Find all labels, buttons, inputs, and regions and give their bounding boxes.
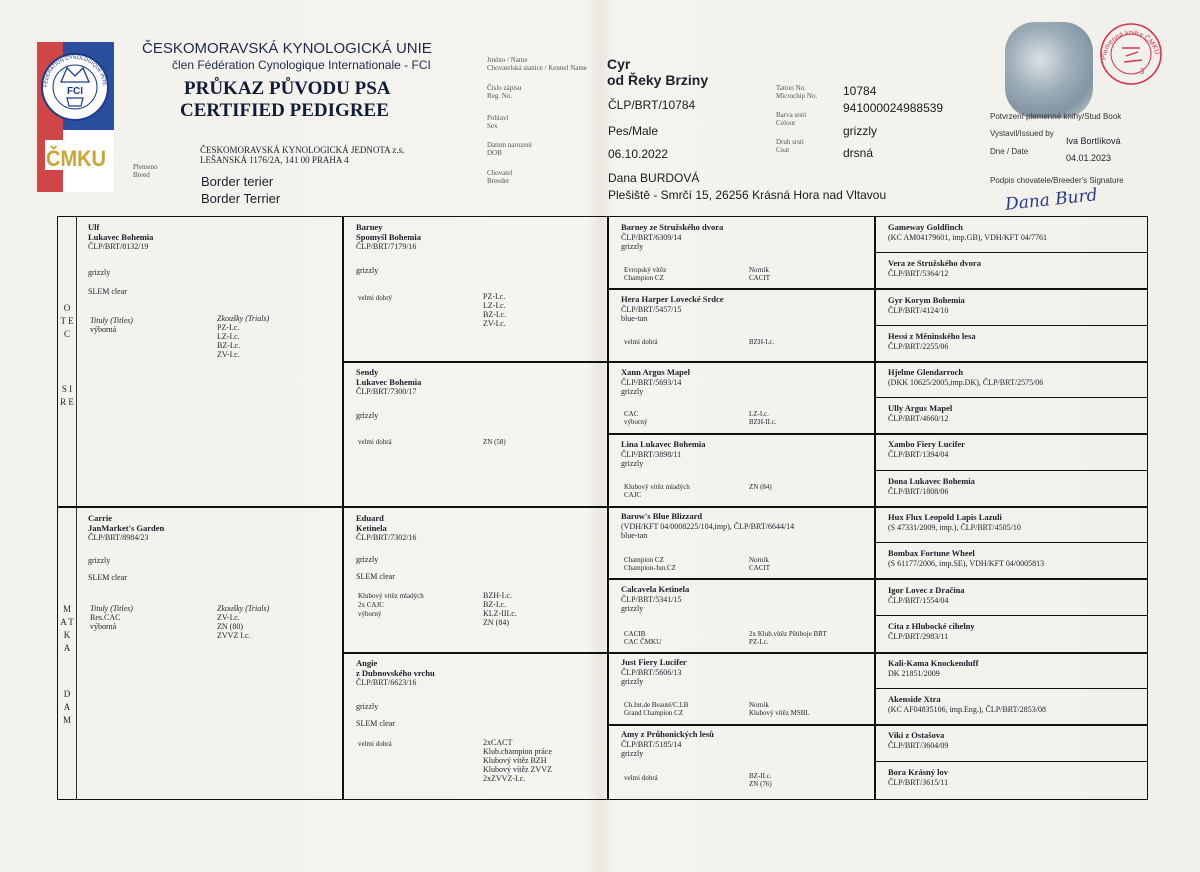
gen3-trials: Norník CACIT [749,556,770,572]
gen4-cell [882,546,1146,578]
gen3-name: Barney ze Stružského dvora [621,222,724,232]
tattoo-label: Tattoo No. Microchip No. [776,84,818,100]
gen3-reg: ČLP/BRT/5457/15 [621,304,682,314]
gen4-reg: ČLP/BRT/1554/04 [888,595,949,605]
jednota-name: ČESKOMORAVSKÁ KYNOLOGICKÁ JEDNOTA z.s. [200,145,405,155]
gen2-health: SLEM clear [356,719,395,728]
gen4-name: Bombax Fortune Wheel [888,548,975,558]
gen2-trials: BZH-I.c. BZ-I.c. KLZ-III.c. ZN (84) [483,591,517,627]
sire-cell [82,220,340,500]
gen3-name: Calcavela Ketinela [621,584,690,594]
dam-reg: ČLP/BRT/8984/23 [88,533,149,542]
gen4-cell [882,728,1146,760]
gen4-name: Gyr Korym Bohemia [888,295,965,305]
studbook-stamp [1098,14,1164,80]
colour-label: Barva srsti Colour [776,111,807,127]
gen2-colour: grizzly [356,265,379,275]
gen4-cell [882,256,1146,288]
coat-label: Druh srsti Coat [776,138,804,154]
gen4-reg: ČLP/BRT/5364/12 [888,268,949,278]
gen2-reg: ČLP/BRT/7179/16 [356,242,417,251]
gen4-reg: (DKK 10625/2005,imp.DK), ČLP/BRT/2575/06 [888,377,1044,387]
gen3-cell [615,727,871,797]
gen3-reg: ČLP/BRT/3898/11 [621,449,682,459]
gen3-trials: Norník Klubový vítěz MSBL [749,701,810,717]
sire-trials-label: Zkoušky (Trials) [217,314,270,323]
gen4-name: Xambo Fiery Lucifer [888,439,965,449]
gen2-cell [350,220,602,358]
jednota-address: LEŠANSKÁ 1176/2A, 141 00 PRAHA 4 [200,155,349,165]
gen4-reg: ČLP/BRT/4124/10 [888,305,949,315]
gen2-cell [350,656,602,796]
gen3-titles: velmi dobrá [624,338,658,346]
gen4-cell [882,619,1146,651]
gen3-trials: ZN (84) [749,483,772,491]
gen3-colour: grizzly [621,749,644,758]
gen3-colour: grizzly [621,242,644,251]
dam-health: SLEM clear [88,573,127,582]
gen4-name: Hessi z Měninského lesa [888,331,976,341]
sire-label-en: S I R E [60,384,74,407]
gen4-cell [882,293,1146,325]
sire-titles-label: Tituly (Titles) [90,316,133,325]
gen4-cell [882,365,1146,397]
gen4-name: Hjelme Glendarroch [888,367,964,377]
dog-name-2: od Řeky Brziny [607,72,709,88]
gen4-reg: ČLP/BRT/1394/04 [888,449,949,459]
gen4-name: Akenside Xtra [888,694,941,704]
gen3-titles: Ch.Int.de Beauté/C.I.B Grand Champion CZ [624,701,689,717]
gen2-name-2: Spomyšl Bohemia [356,231,421,242]
gen3-trials: Norník CACIT [749,266,770,282]
gen3-colour: blue-tan [621,314,648,323]
gen4-reg: ČLP/BRT/2255/06 [888,341,949,351]
gen4-cell [882,765,1146,797]
gen3-trials: BZ-II.c. ZN (76) [749,772,772,788]
gen2-reg: ČLP/BRT/7300/17 [356,387,417,396]
microchip-value: 941000024988539 [843,101,944,115]
gen3-trials: LZ-I.c. BZH-II.c. [749,410,777,426]
gen3-cell [615,365,871,431]
gen4-reg: (KC AF04835106, imp.Eng.), ČLP/BRT/2853/08 [888,704,1046,714]
gen3-titles: velmi dobrá [624,774,658,782]
gen2-grade: velmi dobrá [358,438,392,446]
gen2-health: SLEM clear [356,572,395,581]
sex-label: Pohlaví Sex [487,114,509,130]
gen4-name: Gameway Goldfinch [888,222,963,232]
breed-cz: Border terier [201,174,274,189]
breeder-label: Chovatel Breeder [487,169,513,185]
gen3-colour: grizzly [621,677,644,686]
gen4-name: Hux Flux Leopold Lapis Lazuli [888,512,1002,522]
gen2-reg: ČLP/BRT/6623/16 [356,678,417,687]
gen2-name-1: Eduard [356,513,384,523]
gen4-reg: ČLP/BRT/3615/11 [888,777,949,787]
gen2-name-2: Lukavec Bohemia [356,376,422,387]
gen3-titles: CACIB CAC ČMKU [624,630,662,646]
studbook-label: Potvrzení plemenné knihy/Stud Book [990,112,1122,121]
gen3-name: Amy z Průhonických lesů [621,729,714,739]
sire-health: SLEM clear [88,287,127,296]
sire-name-1: Ulf [88,222,100,232]
dob-label: Datum narození DOB [487,141,532,157]
gen3-colour: blue-tan [621,531,648,540]
gen4-reg: (S 61177/2006, imp.SE), VDH/KFT 04/0005813 [888,558,1045,568]
dog-name-1: Cyr [607,56,631,72]
gen4-name: Bora Krásný lov [888,767,948,777]
dog-dob: 06.10.2022 [608,147,669,161]
gen3-name: Lina Lukavec Bohemia [621,439,706,449]
gen4-reg: DK 21851/2009 [888,668,940,678]
gen4-cell [882,401,1146,433]
signature-label: Podpis chovatele/Breeder's Signature [990,176,1124,185]
gen3-name: Just Fiery Lucifer [621,657,687,667]
gen3-name: Hera Harper Lovecké Srdce [621,294,724,304]
gen3-cell [615,292,871,358]
gen3-titles: Champion CZ Champion-Jun.CZ [624,556,676,572]
svg-text:Plemenná kniha ČMKU [1101,30,1160,60]
gen4-cell [882,437,1146,469]
stamp-number: 3 [1140,67,1145,76]
fci-ring-text: FEDERATION CYNOLOGIQUE INTE [42,54,108,88]
cmku-logo-letters: ČMKU [46,146,106,171]
gen2-name-2: Ketinela [356,522,387,533]
gen3-titles: Evropský vítěz Champion CZ [624,266,667,282]
breed-en: Border Terrier [201,191,281,206]
gen2-colour: grizzly [356,410,379,420]
gen4-name: Cita z Hlubocké cihelny [888,621,975,631]
sire-trials: PZ-I.c. LZ-I.c. BZ-I.c. ZV-I.c. [217,323,241,359]
gen2-grade: velmi dobrá [358,740,392,748]
gen2-trials: PZ-I.c. LZ-I.c. BZ-I.c. ZV-I.c. [483,292,507,328]
gen3-name: Barow's Blue Blizzard [621,511,703,521]
gen4-cell [882,329,1146,361]
issued-label: Vystavil/Issued by [990,129,1054,138]
issue-date: 04.01.2023 [1066,153,1112,163]
gen4-name: Viki z Ostašova [888,730,945,740]
gen4-cell [882,510,1146,542]
date-label: Dne / Date [990,147,1029,156]
gen3-colour: grizzly [621,604,644,613]
hologram-seal [1005,22,1093,118]
coat-value: drsná [843,146,874,160]
reg-label: Číslo zápisu Reg. No. [487,84,522,100]
gen4-cell [882,656,1146,688]
issued-by: Iva Bortlíková [1066,136,1121,146]
dog-reg: ČLP/BRT/10784 [608,98,696,112]
colour-value: grizzly [843,124,878,138]
doc-title-cz: PRŮKAZ PŮVODU PSA [184,78,391,99]
name-label: Jméno / Name Chovatelská stanice / Kennel Name [487,56,587,72]
cmku-logo [37,42,114,192]
gen4-name: Ully Argus Mapel [888,403,953,413]
gen4-reg: ČLP/BRT/2983/11 [888,631,949,641]
org-name: ČESKOMORAVSKÁ KYNOLOGICKÁ UNIE [142,40,432,57]
gen4-name: Kali-Kama Knockenduff [888,658,979,668]
sire-titles: výborná [90,325,117,334]
breed-label: Plemeno Breed [133,163,158,179]
gen3-titles: CAC výborný [624,410,648,426]
gen3-titles: Klubový vítěz mladých CAJC [624,483,690,499]
dog-sex: Pes/Male [608,124,659,138]
gen2-grade: velmi dobrý [358,294,393,302]
doc-title-en: CERTIFIED PEDIGREE [180,100,389,121]
gen4-name: Dona Lukavec Bohemia [888,476,975,486]
gen2-name-1: Sendy [356,367,379,377]
gen2-colour: grizzly [356,554,379,564]
dam-cell [82,511,340,795]
sire-reg: ČLP/BRT/8132/19 [88,242,149,251]
gen2-colour: grizzly [356,701,379,711]
gen2-name-1: Angie [356,658,378,668]
gen3-reg: ČLP/BRT/5341/15 [621,594,682,604]
gen4-cell [882,583,1146,615]
gen4-name: Vera ze Stružského dvora [888,258,981,268]
gen3-reg: ČLP/BRT/5606/13 [621,667,682,677]
dam-name-1: Carrie [88,513,113,523]
gen4-reg: (S 47331/2009, imp.), ČLP/BRT/4505/10 [888,522,1021,532]
sire-colour: grizzly [88,267,111,277]
gen2-cell [350,511,602,649]
gen2-cell [350,365,602,503]
org-subtitle: člen Fédération Cynologique Internationale - FCI [172,58,431,72]
gen4-reg: ČLP/BRT/4660/12 [888,413,949,423]
sire-label-cz: O T E C [60,303,74,339]
dam-name-2: JanMarket's Garden [88,522,165,533]
gen3-colour: grizzly [621,387,644,396]
gen2-trials: ZN (58) [483,438,506,446]
dam-titles: Res.CAC výborná [90,613,121,631]
gen2-grade: Klubový vítěz mladých 2x CAJC výborný [358,592,424,618]
stamp-text: Plemenná kniha ČMKU [1100,29,1161,61]
gen4-cell [882,220,1146,252]
breeder-signature: Dana Burd [1004,185,1099,215]
gen4-reg: (KC AM04179601, imp.GB), VDH/KFT 04/7761 [888,232,1048,242]
gen3-reg: ČLP/BRT/5693/14 [621,377,682,387]
dam-label-cz: M A T K A [60,604,74,653]
gen3-reg: (VDH/KFT 04/0008225/104,imp), ČLP/BRT/6644/14 [621,521,795,531]
gen3-colour: grizzly [621,459,644,468]
gen4-cell [882,474,1146,506]
gen3-trials: BZH-I.c. [749,338,775,346]
gen3-reg: ČLP/BRT/6309/14 [621,232,682,242]
dam-colour: grizzly [88,555,111,565]
breeder-name: Dana BURDOVÁ [608,171,700,185]
dam-trials: ZV-I.c. ZN (80) ZVVZ I.c. [217,613,251,640]
gen2-trials: 2xCACT Klub.champion práce Klubový vítěz BZH Klubový vítěz ZVVZ 2xZVVZ-I.c. [483,738,552,783]
dam-label-en: D A M [62,689,71,725]
gen4-name: Igor Lovec z Dračína [888,585,965,595]
sire-name-2: Lukavec Bohemia [88,231,154,242]
gen4-cell [882,692,1146,724]
gen3-reg: ČLP/BRT/5185/14 [621,739,682,749]
dam-trials-label: Zkoušky (Trials) [217,604,270,613]
gen4-reg: ČLP/BRT/3604/09 [888,740,949,750]
gen4-reg: ČLP/BRT/1808/06 [888,486,949,496]
breeder-address: Plešiště - Smrčí 15, 26256 Krásná Hora nad Vltavou [608,188,887,202]
gen2-name-1: Barney [356,222,383,232]
fci-center-text: FCI [66,86,84,97]
dam-titles-label: Tituly (Titles) [90,604,133,613]
tattoo-value: 10784 [843,84,877,98]
gen2-reg: ČLP/BRT/7302/16 [356,533,417,542]
gen3-name: Xann Argus Mapel [621,367,690,377]
gen2-name-2: z Dubnovského vrchu [356,667,435,678]
gen3-trials: 2x Klub.vítěz Pětiboje BRT PZ-I.c. [749,630,827,646]
